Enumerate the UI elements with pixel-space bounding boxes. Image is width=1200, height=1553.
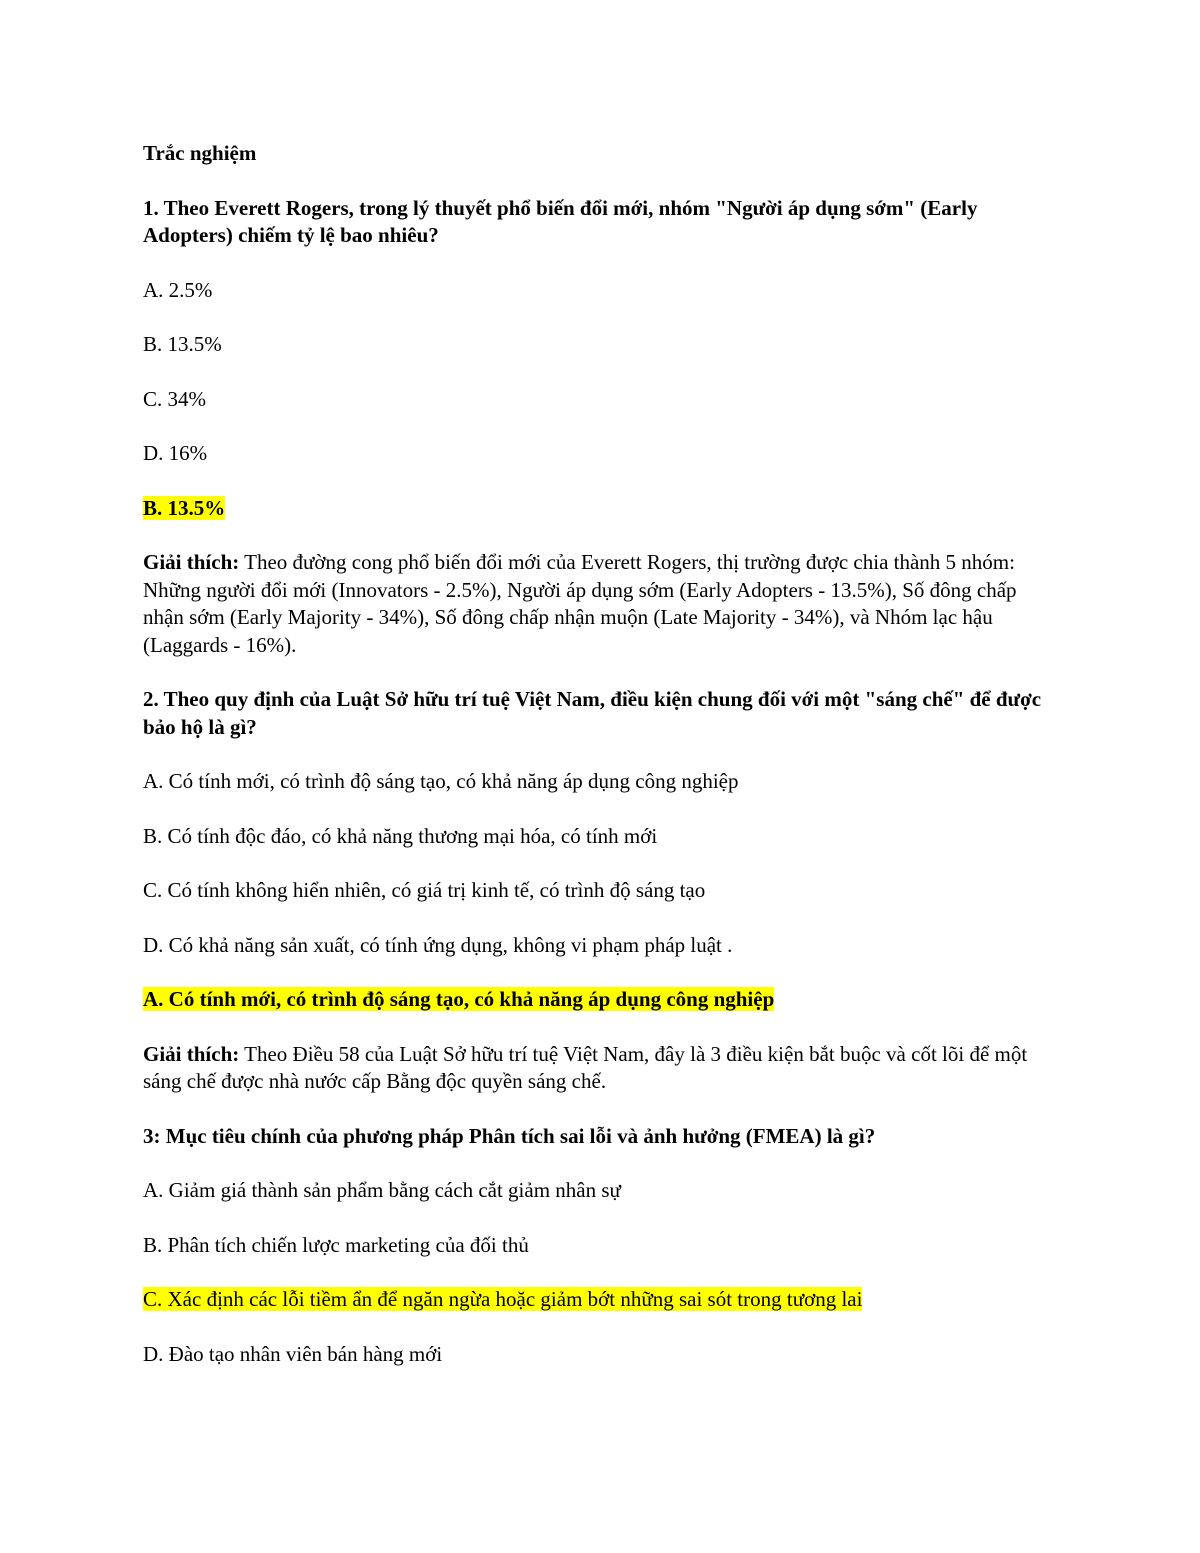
answer xyxy=(143,986,1058,1014)
explanation-text: Theo đường cong phổ biến đổi mới của Everett Rogers, thị trường được chia thành 5 nhóm: Những người đổi mới (Innovators - 2.5%), Người áp dụng sớm (Early Adopters - 13.5%), Số đông chấp nhận sớm (Early Majority - 34%), Số đông chấp nhận muộn (Late Majority - 34%), và Nhóm lạc hậu (Laggards - 16%). xyxy=(143,550,1017,657)
option-c xyxy=(143,1286,1058,1314)
answer-highlight: A. Có tính mới, có trình độ sáng tạo, có khả năng áp dụng công nghiệp xyxy=(143,987,775,1011)
option-c: C. Có tính không hiển nhiên, có giá trị kinh tế, có trình độ sáng tạo xyxy=(143,878,706,902)
answer xyxy=(143,495,1058,523)
answer-highlight: B. 13.5% xyxy=(143,495,226,520)
option-d: D. Có khả năng sản xuất, có tính ứng dụng, không vi phạm pháp luật . xyxy=(143,932,733,957)
option-c: C. 34% xyxy=(143,386,206,411)
option-b: B. Có tính độc đáo, có khả năng thương mại hóa, có tính mới xyxy=(143,823,658,848)
question-text: 3: Mục tiêu chính của phương pháp Phân tích sai lỗi và ảnh hưởng (FMEA) là gì? xyxy=(143,1123,876,1148)
option-a: A. Giảm giá thành sản phẩm bằng cách cắt giảm nhân sự xyxy=(143,1178,621,1202)
option-b: B. Phân tích chiến lược marketing của đối thủ xyxy=(143,1232,529,1257)
question-text: 2. Theo quy định của Luật Sở hữu trí tuệ Việt Nam, điều kiện chung đối với một "sáng chế" để được bảo hộ là gì? xyxy=(143,687,1042,739)
document-title: Trắc nghiệm xyxy=(143,141,257,165)
option-a: A. Có tính mới, có trình độ sáng tạo, có khả năng áp dụng công nghiệp xyxy=(143,769,739,793)
explanation-label: Giải thích: xyxy=(143,550,240,574)
explanation-label: Giải thích: xyxy=(143,1041,240,1066)
option-d: D. Đào tạo nhân viên bán hàng mới xyxy=(143,1341,443,1366)
question-block-1 xyxy=(143,195,1058,660)
question-text: 1. Theo Everett Rogers, trong lý thuyết phổ biến đổi mới, nhóm "Người áp dụng sớm" (Early Adopters) chiếm tỷ lệ bao nhiêu? xyxy=(143,195,978,247)
explanation xyxy=(143,1041,1058,1096)
option-c-highlight: C. Xác định các lỗi tiềm ẩn để ngăn ngừa hoặc giảm bớt những sai sót trong tương lai xyxy=(143,1287,863,1311)
explanation-text: Theo Điều 58 của Luật Sở hữu trí tuệ Việt Nam, đây là 3 điều kiện bắt buộc và cốt lõi để một sáng chế được nhà nước cấp Bằng độc quyền sáng chế. xyxy=(143,1041,1028,1093)
option-a: A. 2.5% xyxy=(143,277,213,302)
question-block-3 xyxy=(143,1123,1058,1369)
option-b: B. 13.5% xyxy=(143,332,222,356)
option-d: D. 16% xyxy=(143,441,208,465)
question-block-2 xyxy=(143,686,1058,1096)
explanation xyxy=(143,549,1058,659)
document-page xyxy=(143,140,1058,1395)
